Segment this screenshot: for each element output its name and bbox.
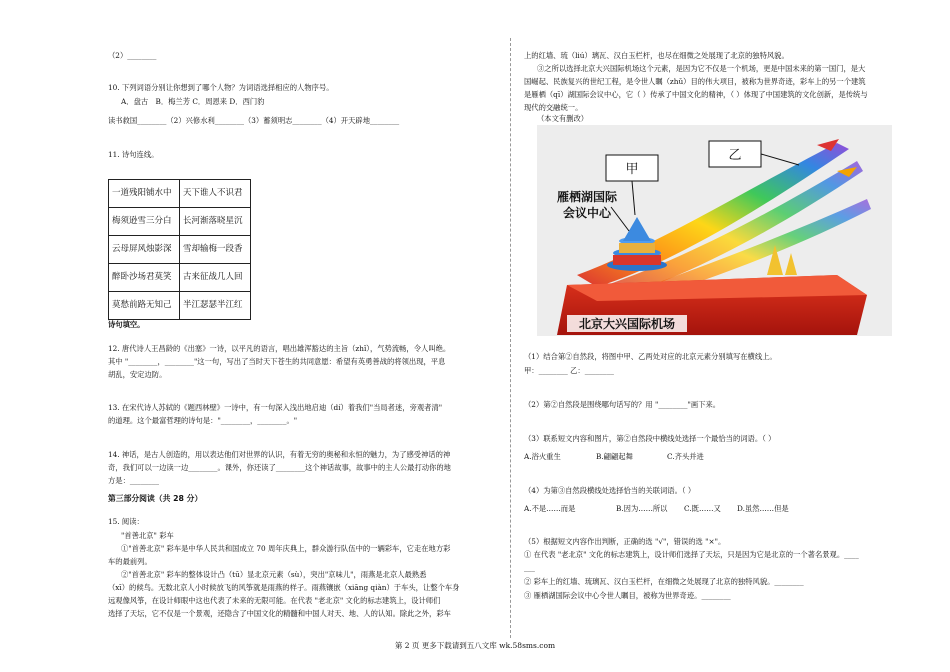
q14-text: 奇，我们可以一边读一边________。课外，你还读了________这个神话故事，故事中的主人公最打动你的地 <box>108 463 451 472</box>
q15-4-prompt: （4）为第③自然段横线处选择恰当的关联词语。（ ） <box>524 486 696 495</box>
poem-line-right: 天下谁人不识君 <box>180 180 251 208</box>
source-note: （本文有删改） <box>537 114 589 123</box>
q15-5-item: ② 彩车上的红墙、琉璃瓦、汉白玉栏杆，在细微之处展现了北京的独特风貌。________ <box>524 577 804 586</box>
q15-prompt: 15. 阅读： <box>108 517 144 526</box>
q12-text: 胡乱，安定边防。 <box>108 370 167 379</box>
table-row <box>109 236 251 264</box>
passage-paragraph: ②"首善北京" 彩车的整体设计凸（tū）显北京元素（sù），突出"京味儿"，雨燕是北京人最熟悉 <box>121 570 427 579</box>
q11-prompt: 11. 诗句连线。 <box>108 150 159 159</box>
q15-5-item: ③ 雁栖湖国际会议中心令世人瞩目，被称为世界奇迹。________ <box>524 591 731 600</box>
poem-match-table <box>108 179 251 320</box>
label-yanqi-lake-2: 会议中心 <box>562 206 612 220</box>
passage-paragraph: 远观像风筝，在设计师眼中这也代表了未来的无限可能。在代表 "老北京" 文化的标志建筑上，设计师们 <box>108 596 441 605</box>
passage-paragraph: 选择了天坛，它不仅是一个景观，还隐含了中国文化的精髓和中国人对天、地、人的认知。除此之外，彩车 <box>108 609 451 618</box>
poem-line-left: 梅须逊雪三分白 <box>109 208 180 236</box>
passage-paragraph: ①"首善北京" 彩车是中华人民共和国成立 70 周年庆典上，群众游行队伍中的一辆彩车，它走在地方彩 <box>121 544 451 553</box>
q15-5-prompt: （5）根据短文内容作出判断，正确的选 "√"，错误的选 "×"。 <box>524 537 726 546</box>
q15-5-item: ① 在代表 "老北京" 文化的标志建筑上，设计师们选择了天坛，只是因为它是北京的一个著名景观。____ <box>524 550 859 559</box>
q15-4-option-b: B.因为……所以 <box>616 504 668 513</box>
q15-5-item-cont: ___ <box>524 563 535 572</box>
passage-paragraph: ③之所以选择北京大兴国际机场这个元素，是因为它不仅是一个机场，更是中国未来的第一国门，是大 <box>537 64 866 73</box>
q10-prompt: 10. 下列词语分别让你想到了哪个人物？为词语选择相应的人物序号。 <box>108 83 334 92</box>
poem-line-right: 长河渐落晓星沉 <box>180 208 251 236</box>
label-daxing-airport: 北京大兴国际机场 <box>578 317 676 331</box>
q15-2-prompt: （2）第②自然段是围绕哪句话写的？用 "________"画下来。 <box>524 400 721 409</box>
table-row <box>109 208 251 236</box>
q12-text: 其中 "________，________"这一句，写出了当时天下苍生的共同意愿：希望有英勇善战的将领出现，平息 <box>108 357 446 366</box>
q10-options: A．盘古 B．梅兰芳 C．周恩来 D．西门豹 <box>121 97 265 106</box>
passage-paragraph: 车的最前列。 <box>108 557 152 566</box>
passage-title: "首善北京" 彩车 <box>121 531 174 540</box>
poem-line-right: 半江瑟瑟半江红 <box>180 292 251 320</box>
table-row <box>109 292 251 320</box>
section-heading-reading: 第三部分阅读（共 28 分） <box>108 494 203 503</box>
poem-line-right: 雪却输梅一段香 <box>180 236 251 264</box>
passage-paragraph: 现代的交融统一。 <box>524 103 583 112</box>
column-divider <box>510 38 511 638</box>
q12-text: 12. 唐代诗人王昌龄的《出塞》一诗，以平凡的语言，唱出雄浑豁达的主旨（zhǐ），气势流畅，令人叫绝。 <box>108 344 451 353</box>
q15-4-option-a: A.不是……而是 <box>524 504 576 513</box>
q15-3-option-a: A.浴火重生 <box>524 452 561 461</box>
q13-text: 的道理。这个最富哲理的诗句是："________，________。" <box>108 416 298 425</box>
q14-text: 14. 神话，是古人创造的，用以表达他们对世界的认识，有着无穷的奥秘和永恒的魅力，为了感受神话的神 <box>108 450 451 459</box>
label-jia: 甲 <box>625 162 639 177</box>
q15-1-blanks: 甲：________ 乙：________ <box>524 366 614 375</box>
passage-paragraph: 是雁栖（qī）湖国际会议中心，它（ ）传承了中国文化的精神，（ ）体现了中国建筑的文化创新，是传统与 <box>524 90 868 99</box>
q10-blanks: 读书救国________（2）兴修水利________（3）蓄须明志________（4）开天辟地________ <box>108 116 400 125</box>
label-yanqi-lake: 雁栖湖国际 <box>556 190 618 204</box>
poem-line-left: 云母屏风烛影深 <box>109 236 180 264</box>
section-heading-fill: 诗句填空。 <box>108 320 145 329</box>
poem-line-left: 莫愁前路无知己 <box>109 292 180 320</box>
q13-text: 13. 在宋代诗人苏轼的《题西林壁》一诗中，有一句深入浅出地启迪（dí）着我们"当局者迷，旁观者清" <box>108 403 443 412</box>
q14-text: 方是：________ <box>108 476 160 485</box>
passage-paragraph: 上的红墙、琉（liú）璃瓦、汉白玉栏杆，也尽在细微之处展现了北京的独特风貌。 <box>524 51 789 60</box>
label-yi: 乙 <box>728 148 742 163</box>
poem-line-left: 一道残阳铺水中 <box>109 180 180 208</box>
q15-4-option-d: D.虽然……但是 <box>737 504 789 513</box>
q15-3-prompt: （3）联系短文内容和图片，第②自然段中横线处选择一个最恰当的词语。（ ） <box>524 434 776 443</box>
q15-4-option-c: C.既……又 <box>684 504 721 513</box>
q9-blank-2: （2）________ <box>108 51 157 60</box>
passage-paragraph: （xī）的候鸟。无数北京人小时候放飞的风筝就是雨燕的样子。雨燕镶嵌（xiāng qiàn）于车头，让整个车身 <box>108 583 460 592</box>
q15-1-prompt: （1）结合第②自然段，将图中甲、乙两处对应的北京元素分别填写在横线上。 <box>524 352 777 361</box>
q15-3-option-c: C.齐头并进 <box>667 452 704 461</box>
float-illustration <box>537 125 892 336</box>
table-row <box>109 180 251 208</box>
poem-line-right: 古来征战几人回 <box>180 264 251 292</box>
float-svg <box>537 125 892 336</box>
page-footer: 第 2 页 更多下载请到五八文库 wk.58sms.com <box>394 641 556 650</box>
poem-line-left: 醉卧沙场君莫笑 <box>109 264 180 292</box>
table-row <box>109 264 251 292</box>
q15-3-option-b: B.翩翩起舞 <box>596 452 633 461</box>
passage-paragraph: 国崛起、民族复兴的世纪工程，是令世人瞩（zhǔ）目的伟大项目，被称为世界奇迹，彩车上的另一个建筑 <box>524 77 866 86</box>
